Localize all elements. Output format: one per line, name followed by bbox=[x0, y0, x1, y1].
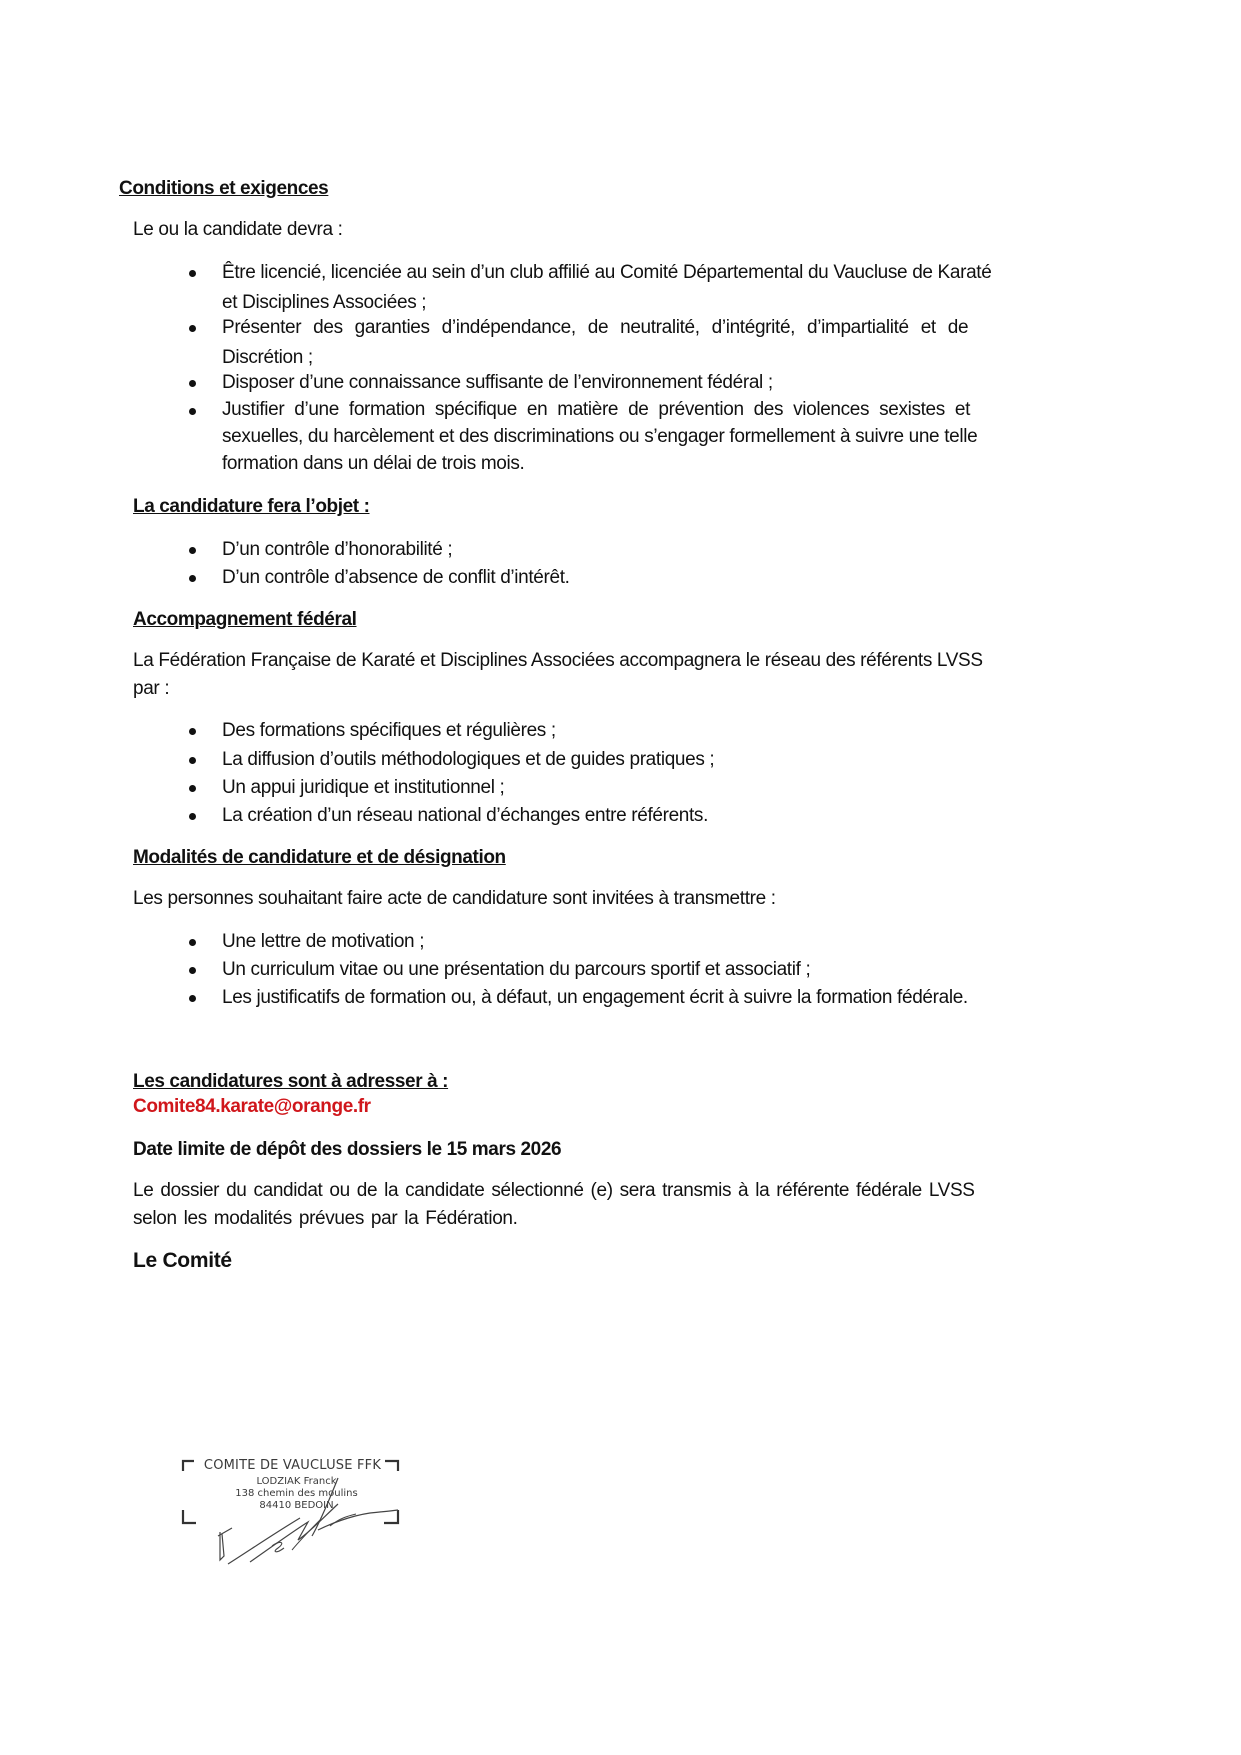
section-heading-conditions: Conditions et exigences bbox=[119, 178, 329, 199]
list-item-text: Des formations spécifiques et régulières ; bbox=[222, 720, 556, 741]
list-item-line: Discrétion ; bbox=[222, 347, 313, 368]
transmission-note-line: Le dossier du candidat ou de la candidate sélectionné (e) sera transmis à la référente fédérale LVSS bbox=[133, 1180, 975, 1201]
list-item-line: Présenter des garanties d’indépendance, de neutralité, d’intégrité, d’impartialité et de bbox=[222, 317, 969, 338]
bullet-icon bbox=[189, 728, 196, 735]
list-item-line: Disposer d’une connaissance suffisante de l’environnement fédéral ; bbox=[222, 372, 773, 393]
list-item-line: formation dans un délai de trois mois. bbox=[222, 453, 525, 474]
accompagnement-intro-line: par : bbox=[133, 678, 170, 699]
committee-stamp bbox=[180, 1458, 405, 1568]
section-heading-contact: Les candidatures sont à adresser à : bbox=[133, 1071, 449, 1092]
signature-title: Le Comité bbox=[133, 1249, 232, 1272]
bullet-icon bbox=[189, 325, 196, 332]
list-item-text: La création d’un réseau national d’échanges entre référents. bbox=[222, 805, 709, 826]
deadline-text: Date limite de dépôt des dossiers le 15 mars 2026 bbox=[133, 1139, 562, 1160]
bullet-icon bbox=[189, 939, 196, 946]
bullet-icon bbox=[189, 270, 196, 277]
conditions-intro: Le ou la candidate devra : bbox=[133, 219, 343, 240]
handwritten-signature-icon bbox=[180, 1458, 405, 1568]
section-heading-candidature-objet: La candidature fera l’objet : bbox=[133, 496, 370, 517]
stamp-org: COMITE DE VAUCLUSE FFK bbox=[203, 1458, 382, 1473]
section-heading-accompagnement: Accompagnement fédéral bbox=[133, 609, 357, 630]
transmission-note bbox=[133, 1177, 975, 1233]
list-item-line: et Disciplines Associées ; bbox=[222, 292, 427, 313]
list-item-text: Les justificatifs de formation ou, à défaut, un engagement écrit à suivre la formation fédérale. bbox=[222, 987, 968, 1008]
bullet-icon bbox=[189, 757, 196, 764]
bullet-icon bbox=[189, 547, 196, 554]
list-item-text: Une lettre de motivation ; bbox=[222, 931, 425, 952]
list-item-text: Un curriculum vitae ou une présentation du parcours sportif et associatif ; bbox=[222, 959, 811, 980]
section-heading-modalites: Modalités de candidature et de désignation bbox=[133, 847, 506, 868]
list-item-text: Un appui juridique et institutionnel ; bbox=[222, 777, 505, 798]
accompagnement-intro-line: La Fédération Française de Karaté et Disciplines Associées accompagnera le réseau des référents LVSS bbox=[133, 650, 983, 671]
bullet-icon bbox=[189, 380, 196, 387]
stamp-name: LODZIAK Franck bbox=[256, 1476, 337, 1487]
list-item-line: Justifier d’une formation spécifique en matière de prévention des violences sexistes et bbox=[222, 399, 970, 420]
bullet-icon bbox=[189, 967, 196, 974]
list-item-line: sexuelles, du harcèlement et des discriminations ou s’engager formellement à suivre une telle bbox=[222, 426, 978, 447]
modalites-intro: Les personnes souhaitant faire acte de candidature sont invitées à transmettre : bbox=[133, 888, 776, 909]
contact-email-link[interactable]: Comite84.karate@orange.fr bbox=[133, 1096, 371, 1117]
stamp-street: 138 chemin des moulins bbox=[235, 1488, 358, 1499]
bullet-icon bbox=[189, 813, 196, 820]
list-item-line: Être licencié, licenciée au sein d’un club affilié au Comité Départemental du Vaucluse de Karaté bbox=[222, 262, 992, 283]
bullet-icon bbox=[189, 995, 196, 1002]
bullet-icon bbox=[189, 575, 196, 582]
accompagnement-intro bbox=[133, 647, 983, 703]
transmission-note-line: selon les modalités prévues par la Fédération. bbox=[133, 1208, 518, 1229]
list-item-text: La diffusion d’outils méthodologiques et de guides pratiques ; bbox=[222, 749, 715, 770]
list-item-text: D’un contrôle d’absence de conflit d’intérêt. bbox=[222, 567, 570, 588]
bullet-icon bbox=[189, 408, 196, 415]
bullet-icon bbox=[189, 785, 196, 792]
stamp-city: 84410 BEDOIN bbox=[259, 1500, 334, 1511]
list-item-text: D’un contrôle d’honorabilité ; bbox=[222, 539, 453, 560]
